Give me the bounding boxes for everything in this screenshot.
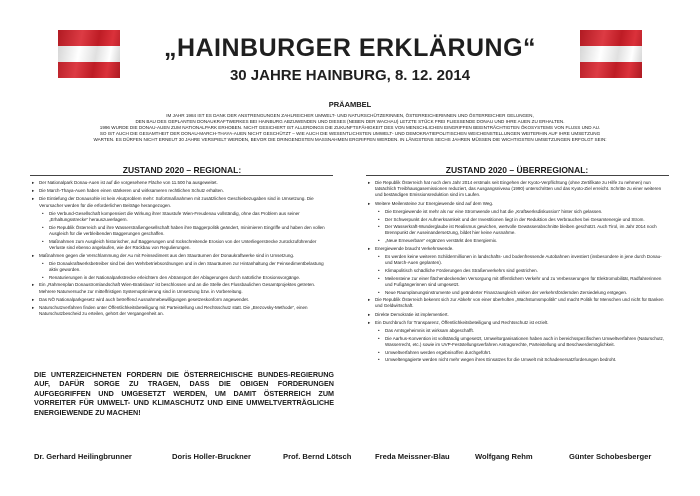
regional-list [32, 180, 332, 319]
sub-list-item: • Die Aarhus-Konvention ist vollständig umgesetzt, Umweltorganisationen haben auch in bereichsspezifischen Umweltverfahren (Naturschutz, Wasserrecht, etc.) sowie im UVP-Feststellungsverfahren Antragsrechte, Parteistellung und Beschwerdemöglichkeit. [368, 336, 668, 348]
sub-list-item: • Der Schwerpunkt der Aufmerksamkeit und der Investitionen liegt in der Reduktion des Verbrauches bei Gesamtenergie und Strom. [368, 217, 668, 223]
list-item: ▸ Weitere Meilensteine zur Energiewende sind auf dem Weg. [368, 201, 668, 207]
list-item: ▸ Die Eintiefung der Donausohle ist kein Akutproblem mehr: Sofortmaßnahmen mit zusätzlichen Geschiebezugaben sind in Umsetzung. Die Verursacher werden für die erforderlichen Beiträge herangezogen. [32, 196, 332, 208]
preamble-line: IM JAHR 1984 IST ES DANK DER ANSTRENGUNGEN ZAHLREICHER UMWELT- UND NATURSCHÜTZERINNEN, ÖSTERREICHERINNEN UND ÖSTERREICHER GELUNGEN, [166, 113, 534, 118]
sub-list-item: • Neue Raumplanungsinstrumente und geänderter Finanzausgleich wirken der verkehrsfördernden Zersiedelung entgegen. [368, 290, 668, 296]
list-item: ▸ Die Republik Österreich hat noch dem Jahr 2014 erstmals seit Eingehen der Kyoto-Verpflichtung (ohne Zertifikate zu Hilfe zu nehmen) nun tatsächlich Treibhausgasemissionen reduziert, das Ausgangsniveau (1990) unterschritten und das Kyoto-Ziel erreicht. Schritte zu einer weiteren und beständigen Emissionsreduktion sind im Laufen. [368, 180, 668, 199]
demand-statement: DIE UNTERZEICHNETEN FORDERN DIE ÖSTERREICHISCHE BUNDES-REGIERUNG AUF, DAFÜR SORGE ZU TRAGEN, DASS DIE OBIGEN FORDERUNGEN AUFGEGRIFFEN UND UMGESETZT WERDEN, UM DAMIT ÖSTERREICH ZUM VORREITER FÜR UMWELT- UND KLIMASCHUTZ UND EINE UMWELTVERTRÄGLICHE ENERGIEWENDE ZU MACHEN! [34, 370, 334, 417]
preamble-heading: PRÄAMBEL [328, 100, 372, 109]
list-item: ▸ Maßnahmen gegen die Verschlammung der Au mit Feinsediment aus den Stauräumen der Donaukraftwerke sind in Umsetzung. [32, 253, 332, 259]
signatory-name: Wolfgang Rehm [475, 452, 533, 461]
signatory-name: Dr. Gerhard Heilingbrunner [34, 452, 132, 461]
preamble-line: SO IST AUCH DIE GESAMTHEIT DER DONAU-MARCH-THAYA-AUEN NICHT GESCHÜTZT – WIE AUCH DIE WESENTLICHSTEN UMWELT- UND DEMOKRATIEPOLITISCHEN WEICHENSTELLUNGEN WEITERHIN AUF IHRE UMSETZUNG [99, 131, 601, 137]
list-item: ▸ Der Nationalpark Donau-Auen ist auf die vorgesehene Fläche von 11.500 ha ausgeweitet. [32, 180, 332, 186]
sub-list-item: • Der Wasserkraft-Wunderglaube ist Realismus gewichen, wertvolle Gewässerabschnitte bleiben geschützt. Auch Tirol, im Jahr 2014 noch Brennpunkt der Auseinandersetzung, bildet hier keine Ausnahme. [368, 224, 668, 236]
sub-list-item: • Die Energiewende ist mehr als nur eine Stromwende und hat die „Kraftwerksdiskussion“ hinter sich gelassen. [368, 209, 668, 215]
preamble-text [8, 113, 692, 143]
sub-list-item: • Klimapolitisch schädliche Förderungen des Straßenverkehrs sind gestrichen. [368, 268, 668, 274]
list-item: ▸ Direkte Demokratie ist implementiert. [368, 312, 668, 318]
signatory-name: Freda Meissner-Blau [375, 452, 450, 461]
sub-list-item: • Umweltengagierte werden nicht mehr wegen ihres Einsatzes für die Umwelt mit Schadenersatzforderungen bedroht. [368, 357, 668, 363]
signatory-name: Günter Schobesberger [569, 452, 652, 461]
sub-list-item: • Die Donaukraftwerksbetreiber sind bei den Wehrbetriebsordnungen und in den Stauräumen zur Hintanhaltung der Feinsedimentbelastung aktiv geworden. [32, 261, 332, 273]
sub-list-item: • Es werden keine weiteren Schildermillionen in landschafts- und bodenfressende Autobahnen investiert (insbesondere in jene durch Donau- und March-Auen geplanten). [368, 254, 668, 266]
sub-list-item: • Meilensteine zur einer flächendeckenden Versorgung mit öffentlichem Verkehr und zu Verbesserungen für Elektromobilität, Radfahrerinnen und Fußgängerinnen sind umgesetzt. [368, 276, 668, 288]
list-item: ▸ Energiewende braucht Verkehrswende. [368, 246, 668, 252]
preamble-line: WARTEN. ES DÜRFEN NICHT ERNEUT 30 JAHRE VERSPIELT WERDEN, BEVOR DIE DRINGENDSTEN MASSNAHMEN ERGRIFFEN WERDEN. IN LÄNGSTENS SECHS JAHREN MÜSSEN DIE WICHTIGSTEN UMSETZUNGEN ERFOLGT SEIN: [93, 137, 607, 143]
regional-heading: ZUSTAND 2020 – REGIONAL: [122, 165, 242, 175]
sub-list-item: • Das Amtsgeheimnis ist wirksam abgeschafft. [368, 328, 668, 334]
signatory-name: Doris Holler-Bruckner [172, 452, 251, 461]
sub-list-item: • Umweltverfahren werden ergebnisoffen durchgeführt. [368, 350, 668, 356]
page-title: „HAINBURGER ERKLÄRUNG“ [163, 34, 537, 62]
regional-divider [30, 175, 333, 176]
preamble-line: 1996 WURDE DIE DONAU-AUEN ZUM NATIONALPARK ERHOBEN. NICHT GESICHERT IST ALLERDINGS DIE ZUKUNFTSFÄHIGKEIT DES VON MENSCHLICHEN EINGRIFFEN BEEINTRÄCHTIGTEN ÖKOSYSTEMS VON FLUSS UND AU. [99, 125, 601, 131]
list-item: ▸ Die March-Thaya-Auen haben einen stärkeren und wirksameren rechtlichen Schutz erhalten. [32, 188, 332, 194]
austrian-flag-left [58, 30, 120, 78]
sub-list-item: • Die Verbund-Gesellschaft kompensiert die Wirkung ihrer Staustufe Wien-Freudenau vollständig, ohne das Problem aus seiner „Erhaltungsstrecke“ herauszuverlagern. [32, 211, 332, 223]
list-item: ▸ Die Republik Österreich bekennt sich zur Abkehr von einer überholten „Wachstumsmpolitik“ und macht Politik für Menschen und nicht für Banken und Geldwirtschaft. [368, 297, 668, 309]
preamble-line: DEN BAU DES GEPLANTEN DONAUKRAFTWERKES BEI HAINBURG ABZUWENDEN UND DIESES (NEBEN DER WACHAU) LETZTE STÜCK FREI FLIESSENDE DONAU UND IHRE AUEN ZU ERHALTEN. [135, 119, 565, 125]
signatory-name: Prof. Bernd Lötsch [283, 452, 352, 461]
austrian-flag-right [580, 30, 642, 78]
flag-wave-shading [580, 30, 642, 78]
sub-list-item: • Maßnahmen zum Ausgleich historischer, auf Baggerungen und rückschreitende Erosion von der Unterliegerstrecke zurückzuführender Verluste sind ebenso angelaufen, wie der Rückbau von Regulierungen. [32, 239, 332, 251]
sub-list-item: • „Neue Erneuerbare“ ergänzen verstärkt den Energiemix. [368, 238, 668, 244]
page-subtitle: 30 JAHRE HAINBURG, 8. 12. 2014 [229, 67, 471, 84]
supraregional-list [368, 180, 668, 365]
supraregional-heading: ZUSTAND 2020 – ÜBERREGIONAL: [445, 165, 589, 175]
flag-wave-shading [58, 30, 120, 78]
supraregional-divider [366, 175, 669, 176]
list-item: ▸ Ein Durchbruch für Transparenz, Öffentlichkeitsbeteiligung und Rechtsschutz ist erzielt. [368, 320, 668, 326]
sub-list-item: • Die Republik Österreich und ihre Wasserstraßengesellschaft haben ihre Baggerpolitik geändert, minimieren Eingriffe und haben den vollen Ausgleich für die verbleibenden Baggerungen geschaffen. [32, 225, 332, 237]
list-item: ▸ Naturschutzverfahren finden unter Öffentlichkeitsbeteiligung mit Parteistellung und Rechtsschutz statt. Die „Brezovsky-Methode“, einen Naturschutzbescheid zu erteilen, gehört der Vergangenheit an. [32, 305, 332, 317]
list-item: ▸ Das NÖ Nationalparkgesetz wird auch betreffend Ausnahmebewilligungen gesetzeskonform angewendet. [32, 297, 332, 303]
sub-list-item: • Renaturierungen in der Nationalparkstrecke erleichtern den Abtransport der Ablagerungen durch natürliche Erosionsvorgänge. [32, 275, 332, 281]
list-item: ▸ Ein „Rahmenplan Donaustromlandschaft Wien-Bratislava“ ist beschlossen und an die Stelle des Flussbaulichen Gesamtprojektes getreten. Mehrere Naturversuche zur mittelfristigen Systemoptimierung sind in Umsetzung bzw. in Vorbereitung. [32, 282, 332, 294]
